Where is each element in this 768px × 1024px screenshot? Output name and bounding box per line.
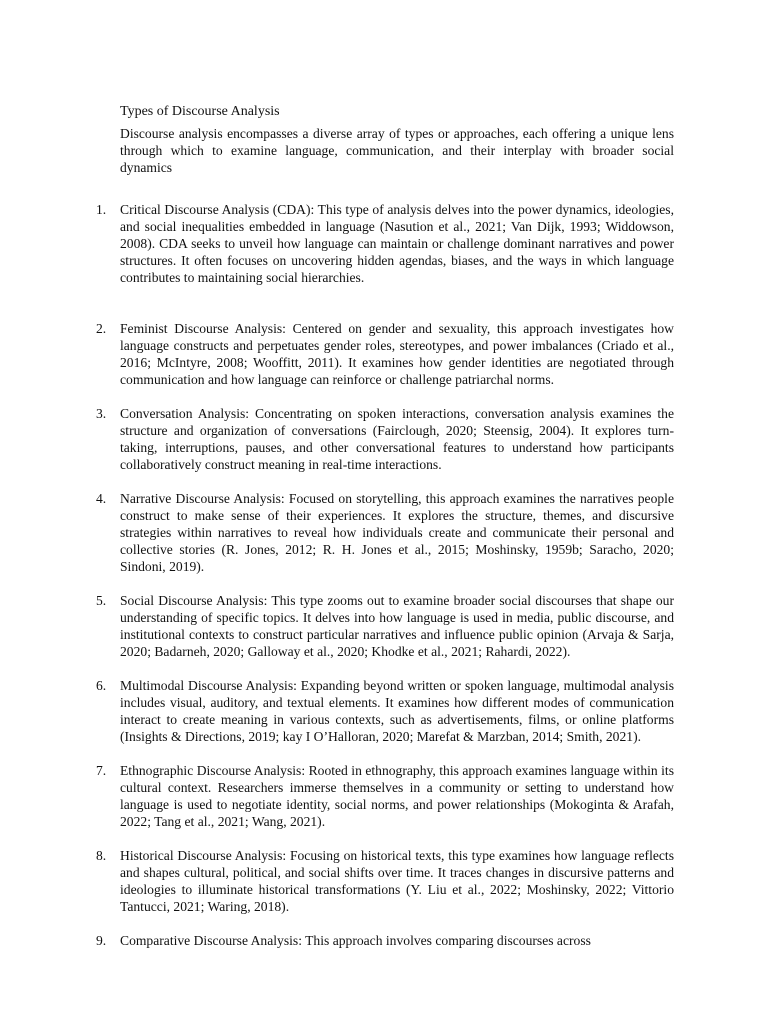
list-item [0,592,768,660]
discourse-types-list [0,201,768,966]
list-item-text: Conversation Analysis: Concentrating on spoken interactions, conversation analysis examines the structure and organization of conversations (Fairclough, 2020; Steensig, 2004). It explores turn-taking, interruptions, pauses, and other conversational features to understand how participants collaboratively construct meaning in real-time interactions. [120,406,674,472]
list-item-text: Historical Discourse Analysis: Focusing on historical texts, this type examines how language reflects and shapes cultural, political, and social shifts over time. It traces changes in discursive patterns and ideologies to illuminate historical transformations (Y. Liu et al., 2022; Moshinsky, 2022; Vittorio Tantucci, 2021; Waring, 2018). [120,848,674,914]
intro-paragraph: Discourse analysis encompasses a diverse array of types or approaches, each offering a unique lens through which to examine language, communication, and their interplay with broader social dynamics [120,126,674,175]
list-item-number: 1. [96,202,107,217]
list-item [0,677,768,745]
list-item-number: 4. [96,491,107,506]
list-item [0,932,768,949]
list-item-number: 9. [96,933,107,948]
list-item-number: 6. [96,678,107,693]
list-item [0,201,768,286]
section-heading: Types of Discourse Analysis [120,104,280,119]
list-item-number: 5. [96,593,107,608]
list-item-text: Multimodal Discourse Analysis: Expanding beyond written or spoken language, multimodal analysis includes visual, auditory, and textual elements. It examines how different modes of communication interact to create meaning in various contexts, such as advertisements, films, or online platforms (Insights & Directions, 2019; kay I O’Halloran, 2020; Marefat & Marzban, 2014; Smith, 2021). [120,678,674,744]
list-item-number: 2. [96,321,107,336]
list-item-text: Narrative Discourse Analysis: Focused on storytelling, this approach examines the narratives people construct to make sense of their experiences. It explores the structure, themes, and discursive strategies within narratives to reveal how individuals create and communicate their personal and collective stories (R. Jones, 2012; R. H. Jones et al., 2015; Moshinsky, 1959b; Saracho, 2020; Sindoni, 2019). [120,491,674,574]
list-item-text: Ethnographic Discourse Analysis: Rooted in ethnography, this approach examines language within its cultural context. Researchers immerse themselves in a community or setting to understand how language is used to negotiate identity, social norms, and power relationships (Mokoginta & Arafah, 2022; Tang et al., 2021; Wang, 2021). [120,763,674,829]
list-item-text: Social Discourse Analysis: This type zooms out to examine broader social discourses that shape our understanding of specific topics. It delves into how language is used in media, public discourse, and institutional contexts to construct particular narratives and influence public opinion (Arvaja & Sarja, 2020; Badarneh, 2020; Galloway et al., 2020; Khodke et al., 2021; Rahardi, 2022). [120,593,674,659]
list-item [0,490,768,575]
list-item-number: 3. [96,406,107,421]
list-item-text: Critical Discourse Analysis (CDA): This type of analysis delves into the power dynamics, ideologies, and social inequalities embedded in language (Nasution et al., 2021; Van Dijk, 1993; Widdowson, 2008). CDA seeks to unveil how language can maintain or challenge dominant narratives and power structures. It often focuses on uncovering hidden agendas, biases, and the ways in which language contributes to maintaining social hierarchies. [120,202,674,285]
list-item-text: Comparative Discourse Analysis: This approach involves comparing discourses across [120,933,591,948]
list-item-number: 8. [96,848,107,863]
list-item-number: 7. [96,763,107,778]
list-item [0,847,768,915]
list-item [0,762,768,830]
list-item [0,405,768,473]
list-item-text: Feminist Discourse Analysis: Centered on gender and sexuality, this approach investigates how language constructs and perpetuates gender roles, stereotypes, and power imbalances (Criado et al., 2016; McIntyre, 2008; Wooffitt, 2011). It examines how gender identities are negotiated through communication and how language can reinforce or challenge patriarchal norms. [120,321,674,387]
list-item [0,320,768,388]
